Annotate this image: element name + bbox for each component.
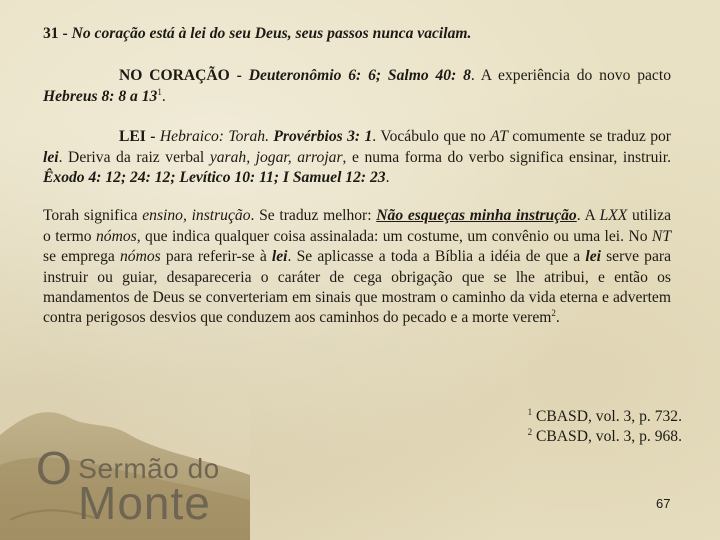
verse-number: 31 - [43,25,72,42]
footnote-ref-1: 1 [157,86,162,97]
term-lei: LEI [119,128,146,146]
footnote-number: 1 [527,406,533,417]
refs-lei: Êxodo 4: 12; 24: 12; Levítico 10: 11; I Samuel 12: 23 [43,169,386,187]
text: utiliza o termo [43,207,671,245]
logo-sermao-do: Sermão do [78,453,220,484]
text: AT [490,128,508,146]
paragraph-no-coracao [43,66,671,107]
ref-hebreus: Hebreus 8: 8 a 13 [43,87,158,105]
text: . Deriva da raiz verbal [58,148,210,166]
text: . Se aplicasse a toda a Bíblia a idéia de que a [287,248,586,266]
text: . Vocábulo que no [372,128,491,146]
ref-proverbios: Provérbios 3: 1 [273,128,373,146]
text: . [161,87,166,105]
text: , que indica qualquer coisa assinalada: um costume, um convênio ou uma lei. No [136,227,652,245]
verse-text: No coração está à lei do seu Deus, seus passos nunca vacilam. [71,25,472,42]
footnotes [528,407,682,448]
text: nómos [96,227,137,245]
text: lei [271,248,288,266]
refs-no-coracao: Deuteronômio 6: 6; Salmo 40: 8 [248,67,471,85]
text: . Se traduz melhor: [250,207,377,225]
text: serve para instruir ou guiar, desapareceria o caráter de cega obrigação que se lhe atribui, e então os mandamentos de Deus se converteriam em sinais que mostram o caminho da vida eterna e advertem contra perigosos desvios que conduzem aos caminhos do pecado e a morte verem [43,248,671,327]
text: , e numa forma do verbo significa ensinar, instruir. [342,148,671,166]
text: Torah significa [43,207,143,225]
dash: - [229,67,249,85]
verse-heading [43,24,671,44]
paragraph-torah [43,206,671,328]
text: lei [585,248,601,266]
text: LXX [599,207,628,225]
text: . A experiência do novo pacto [470,67,671,85]
term-no-coracao: NO CORAÇÃO [119,67,230,85]
logo-title-line-2: Monte [78,477,211,529]
footnote-ref-2: 2 [551,308,556,319]
main-text [43,24,671,329]
footnote-1 [528,407,682,427]
text: NT [651,227,671,245]
footnote-text: CBASD, vol. 3, p. 968. [532,428,682,446]
text: . [385,169,390,187]
paragraph-lei [43,127,671,188]
footnote-number: 2 [527,427,533,438]
footnote-text: CBASD, vol. 3, p. 732. [532,408,682,425]
quote-instrucao: Não esqueças minha instrução [376,207,577,225]
text: comumente se traduz por [507,128,671,146]
logo-o: O [36,442,73,494]
text: para referir-se à [160,248,272,266]
text: lei [43,148,59,166]
dash: - [145,128,160,146]
text: ensino, instrução [142,207,251,225]
text: . [555,309,560,327]
page-number: 67 [656,496,671,511]
text: yarah, jogar, arrojar [209,148,343,166]
text: se emprega [43,248,120,266]
text: nómos [119,248,161,266]
text: . A [576,207,600,225]
footnote-2 [528,427,682,447]
text: Hebraico: Torah. [159,128,274,146]
